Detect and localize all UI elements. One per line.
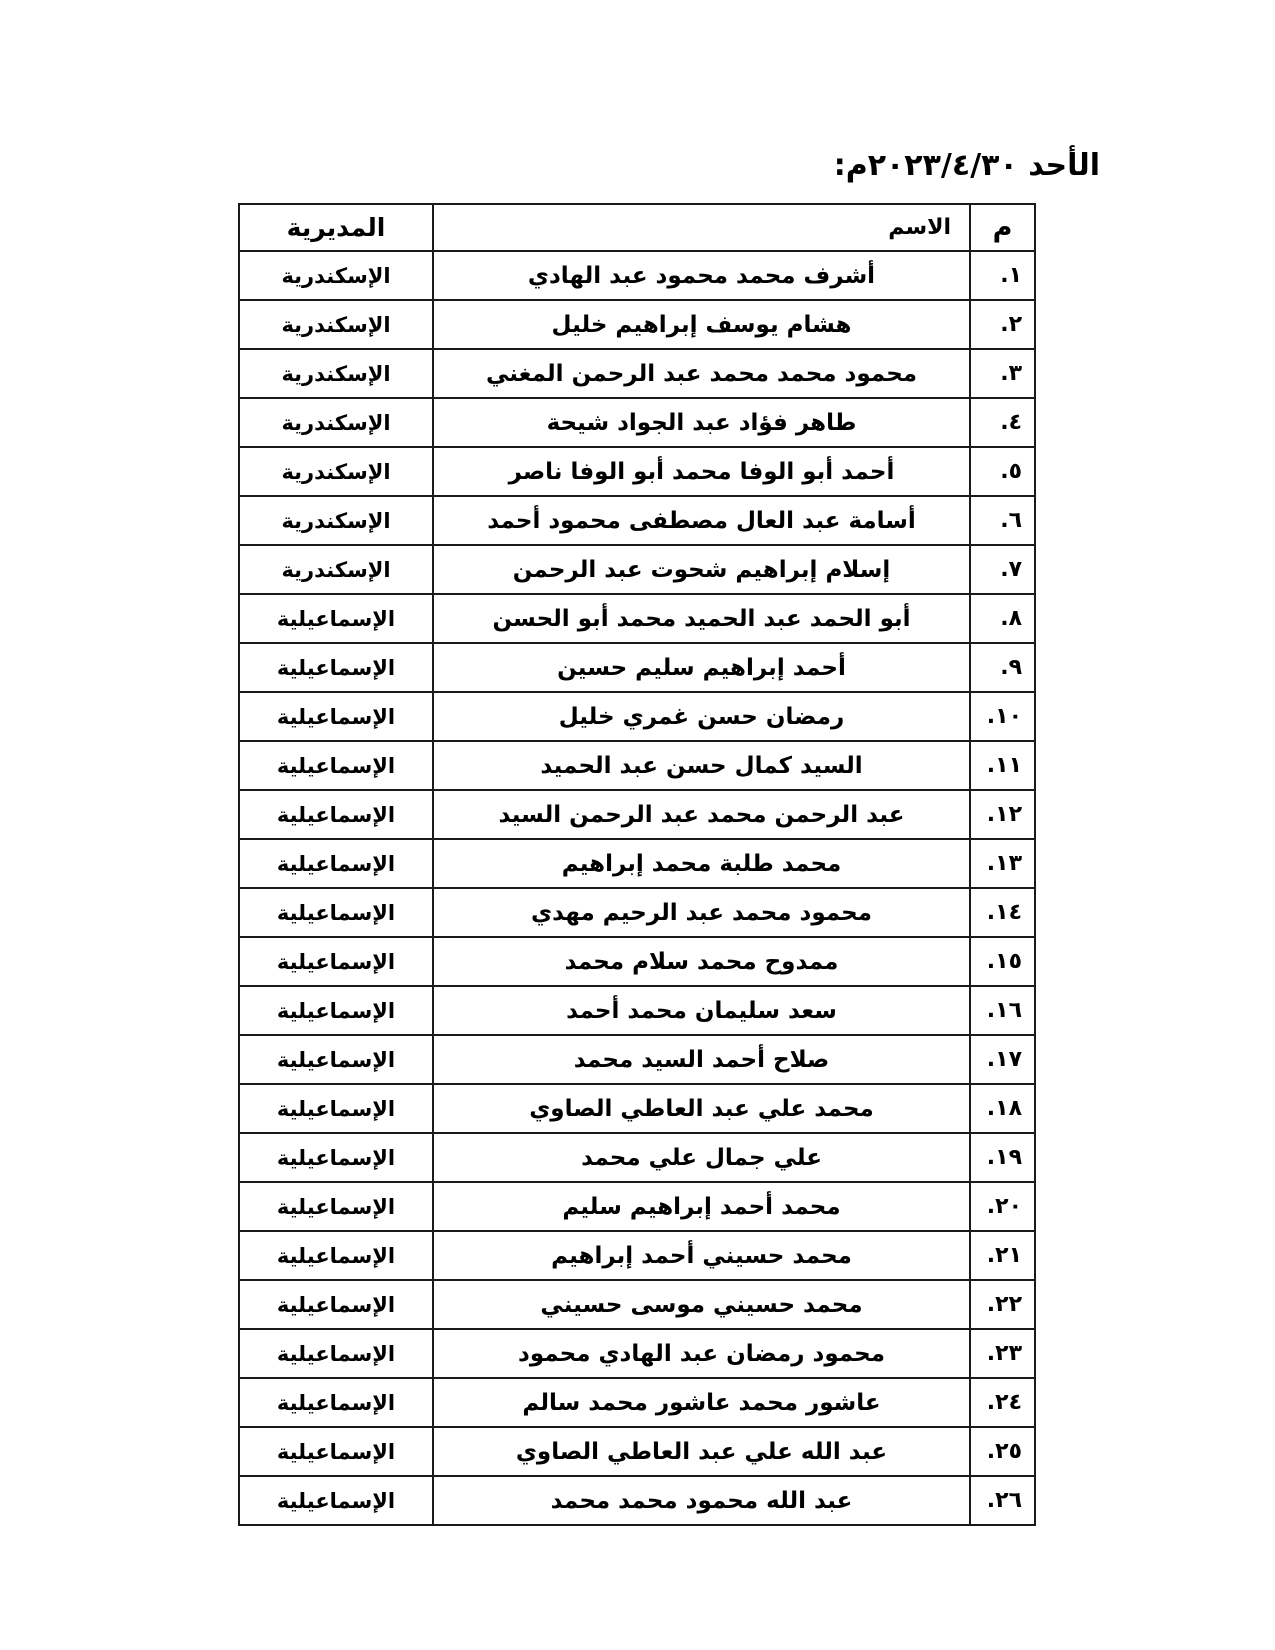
- cell-name: أبو الحمد عبد الحميد محمد أبو الحسن: [433, 594, 970, 643]
- cell-number: ١١.: [970, 741, 1035, 790]
- roster-table-body: [239, 251, 1035, 1525]
- column-header-directorate: المديرية: [239, 204, 433, 251]
- cell-directorate: الإسماعيلية: [239, 790, 433, 839]
- cell-directorate: الإسماعيلية: [239, 1133, 433, 1182]
- header-row: [239, 204, 1035, 251]
- cell-name: ممدوح محمد سلام محمد: [433, 937, 970, 986]
- cell-name: أسامة عبد العال مصطفى محمود أحمد: [433, 496, 970, 545]
- cell-directorate: الإسكندرية: [239, 447, 433, 496]
- cell-name: السيد كمال حسن عبد الحميد: [433, 741, 970, 790]
- roster-row: [239, 251, 1035, 300]
- cell-number: ٤.: [970, 398, 1035, 447]
- cell-directorate: الإسماعيلية: [239, 888, 433, 937]
- cell-name: محمود محمد عبد الرحيم مهدي: [433, 888, 970, 937]
- cell-number: ٢.: [970, 300, 1035, 349]
- cell-number: ١٤.: [970, 888, 1035, 937]
- roster-row: [239, 1133, 1035, 1182]
- cell-name: هشام يوسف إبراهيم خليل: [433, 300, 970, 349]
- cell-number: ٢٠.: [970, 1182, 1035, 1231]
- cell-name: أحمد إبراهيم سليم حسين: [433, 643, 970, 692]
- cell-directorate: الإسكندرية: [239, 349, 433, 398]
- cell-number: ١٧.: [970, 1035, 1035, 1084]
- column-header-number: م: [970, 204, 1035, 251]
- cell-number: ٥.: [970, 447, 1035, 496]
- roster-row: [239, 1231, 1035, 1280]
- cell-name: عبد الله علي عبد العاطي الصاوي: [433, 1427, 970, 1476]
- roster-row: [239, 1280, 1035, 1329]
- cell-name: محمد علي عبد العاطي الصاوي: [433, 1084, 970, 1133]
- cell-directorate: الإسكندرية: [239, 300, 433, 349]
- cell-name: عاشور محمد عاشور محمد سالم: [433, 1378, 970, 1427]
- cell-name: محمد طلبة محمد إبراهيم: [433, 839, 970, 888]
- cell-number: ١٦.: [970, 986, 1035, 1035]
- roster-row: [239, 692, 1035, 741]
- cell-name: أحمد أبو الوفا محمد أبو الوفا ناصر: [433, 447, 970, 496]
- roster-row: [239, 496, 1035, 545]
- roster-row: [239, 300, 1035, 349]
- cell-number: ١٨.: [970, 1084, 1035, 1133]
- cell-name: رمضان حسن غمري خليل: [433, 692, 970, 741]
- cell-directorate: الإسماعيلية: [239, 594, 433, 643]
- roster-row: [239, 349, 1035, 398]
- cell-number: ٩.: [970, 643, 1035, 692]
- cell-name: عبد الرحمن محمد عبد الرحمن السيد: [433, 790, 970, 839]
- cell-number: ٢٣.: [970, 1329, 1035, 1378]
- cell-number: ٣.: [970, 349, 1035, 398]
- cell-number: ١٩.: [970, 1133, 1035, 1182]
- cell-name: محمد حسيني أحمد إبراهيم: [433, 1231, 970, 1280]
- cell-directorate: الإسماعيلية: [239, 741, 433, 790]
- cell-number: ١٥.: [970, 937, 1035, 986]
- cell-directorate: الإسماعيلية: [239, 1084, 433, 1133]
- cell-name: علي جمال علي محمد: [433, 1133, 970, 1182]
- roster-row: [239, 741, 1035, 790]
- cell-directorate: الإسماعيلية: [239, 643, 433, 692]
- cell-number: ١.: [970, 251, 1035, 300]
- cell-directorate: الإسماعيلية: [239, 937, 433, 986]
- cell-directorate: الإسكندرية: [239, 545, 433, 594]
- cell-number: ٨.: [970, 594, 1035, 643]
- roster-row: [239, 1035, 1035, 1084]
- roster-row: [239, 839, 1035, 888]
- roster-row: [239, 790, 1035, 839]
- roster-row: [239, 1476, 1035, 1525]
- cell-number: ١٢.: [970, 790, 1035, 839]
- cell-number: ٧.: [970, 545, 1035, 594]
- roster-row: [239, 986, 1035, 1035]
- roster-row: [239, 1182, 1035, 1231]
- cell-directorate: الإسماعيلية: [239, 1329, 433, 1378]
- cell-name: أشرف محمد محمود عبد الهادي: [433, 251, 970, 300]
- column-header-name: الاسم: [433, 204, 970, 251]
- cell-number: ٢٢.: [970, 1280, 1035, 1329]
- roster-row: [239, 1427, 1035, 1476]
- cell-directorate: الإسكندرية: [239, 251, 433, 300]
- roster-row: [239, 937, 1035, 986]
- cell-directorate: الإسماعيلية: [239, 839, 433, 888]
- cell-name: محمود محمد محمد عبد الرحمن المغني: [433, 349, 970, 398]
- cell-number: ٢١.: [970, 1231, 1035, 1280]
- cell-name: إسلام إبراهيم شحوت عبد الرحمن: [433, 545, 970, 594]
- cell-directorate: الإسماعيلية: [239, 1427, 433, 1476]
- cell-number: ٦.: [970, 496, 1035, 545]
- cell-directorate: الإسكندرية: [239, 496, 433, 545]
- roster-row: [239, 888, 1035, 937]
- cell-name: طاهر فؤاد عبد الجواد شيحة: [433, 398, 970, 447]
- cell-name: صلاح أحمد السيد محمد: [433, 1035, 970, 1084]
- roster-row: [239, 398, 1035, 447]
- cell-directorate: الإسماعيلية: [239, 1280, 433, 1329]
- cell-number: ١٠.: [970, 692, 1035, 741]
- cell-name: محمود رمضان عبد الهادي محمود: [433, 1329, 970, 1378]
- cell-directorate: الإسماعيلية: [239, 1035, 433, 1084]
- roster-row: [239, 643, 1035, 692]
- cell-directorate: الإسماعيلية: [239, 1378, 433, 1427]
- roster-row: [239, 594, 1035, 643]
- cell-directorate: الإسماعيلية: [239, 1476, 433, 1525]
- cell-directorate: الإسماعيلية: [239, 692, 433, 741]
- date-heading: الأحد ٢٠٢٣/٤/٣٠م:: [833, 148, 1100, 183]
- cell-number: ٢٤.: [970, 1378, 1035, 1427]
- cell-directorate: الإسكندرية: [239, 398, 433, 447]
- roster-row: [239, 1329, 1035, 1378]
- roster-row: [239, 1378, 1035, 1427]
- roster-row: [239, 1084, 1035, 1133]
- cell-number: ٢٥.: [970, 1427, 1035, 1476]
- roster-row: [239, 447, 1035, 496]
- cell-name: محمد حسيني موسى حسيني: [433, 1280, 970, 1329]
- cell-name: سعد سليمان محمد أحمد: [433, 986, 970, 1035]
- cell-directorate: الإسماعيلية: [239, 1182, 433, 1231]
- roster-row: [239, 545, 1035, 594]
- roster-table: [238, 203, 1036, 1526]
- cell-number: ٢٦.: [970, 1476, 1035, 1525]
- cell-directorate: الإسماعيلية: [239, 986, 433, 1035]
- cell-name: عبد الله محمود محمد محمد: [433, 1476, 970, 1525]
- cell-name: محمد أحمد إبراهيم سليم: [433, 1182, 970, 1231]
- cell-directorate: الإسماعيلية: [239, 1231, 433, 1280]
- cell-number: ١٣.: [970, 839, 1035, 888]
